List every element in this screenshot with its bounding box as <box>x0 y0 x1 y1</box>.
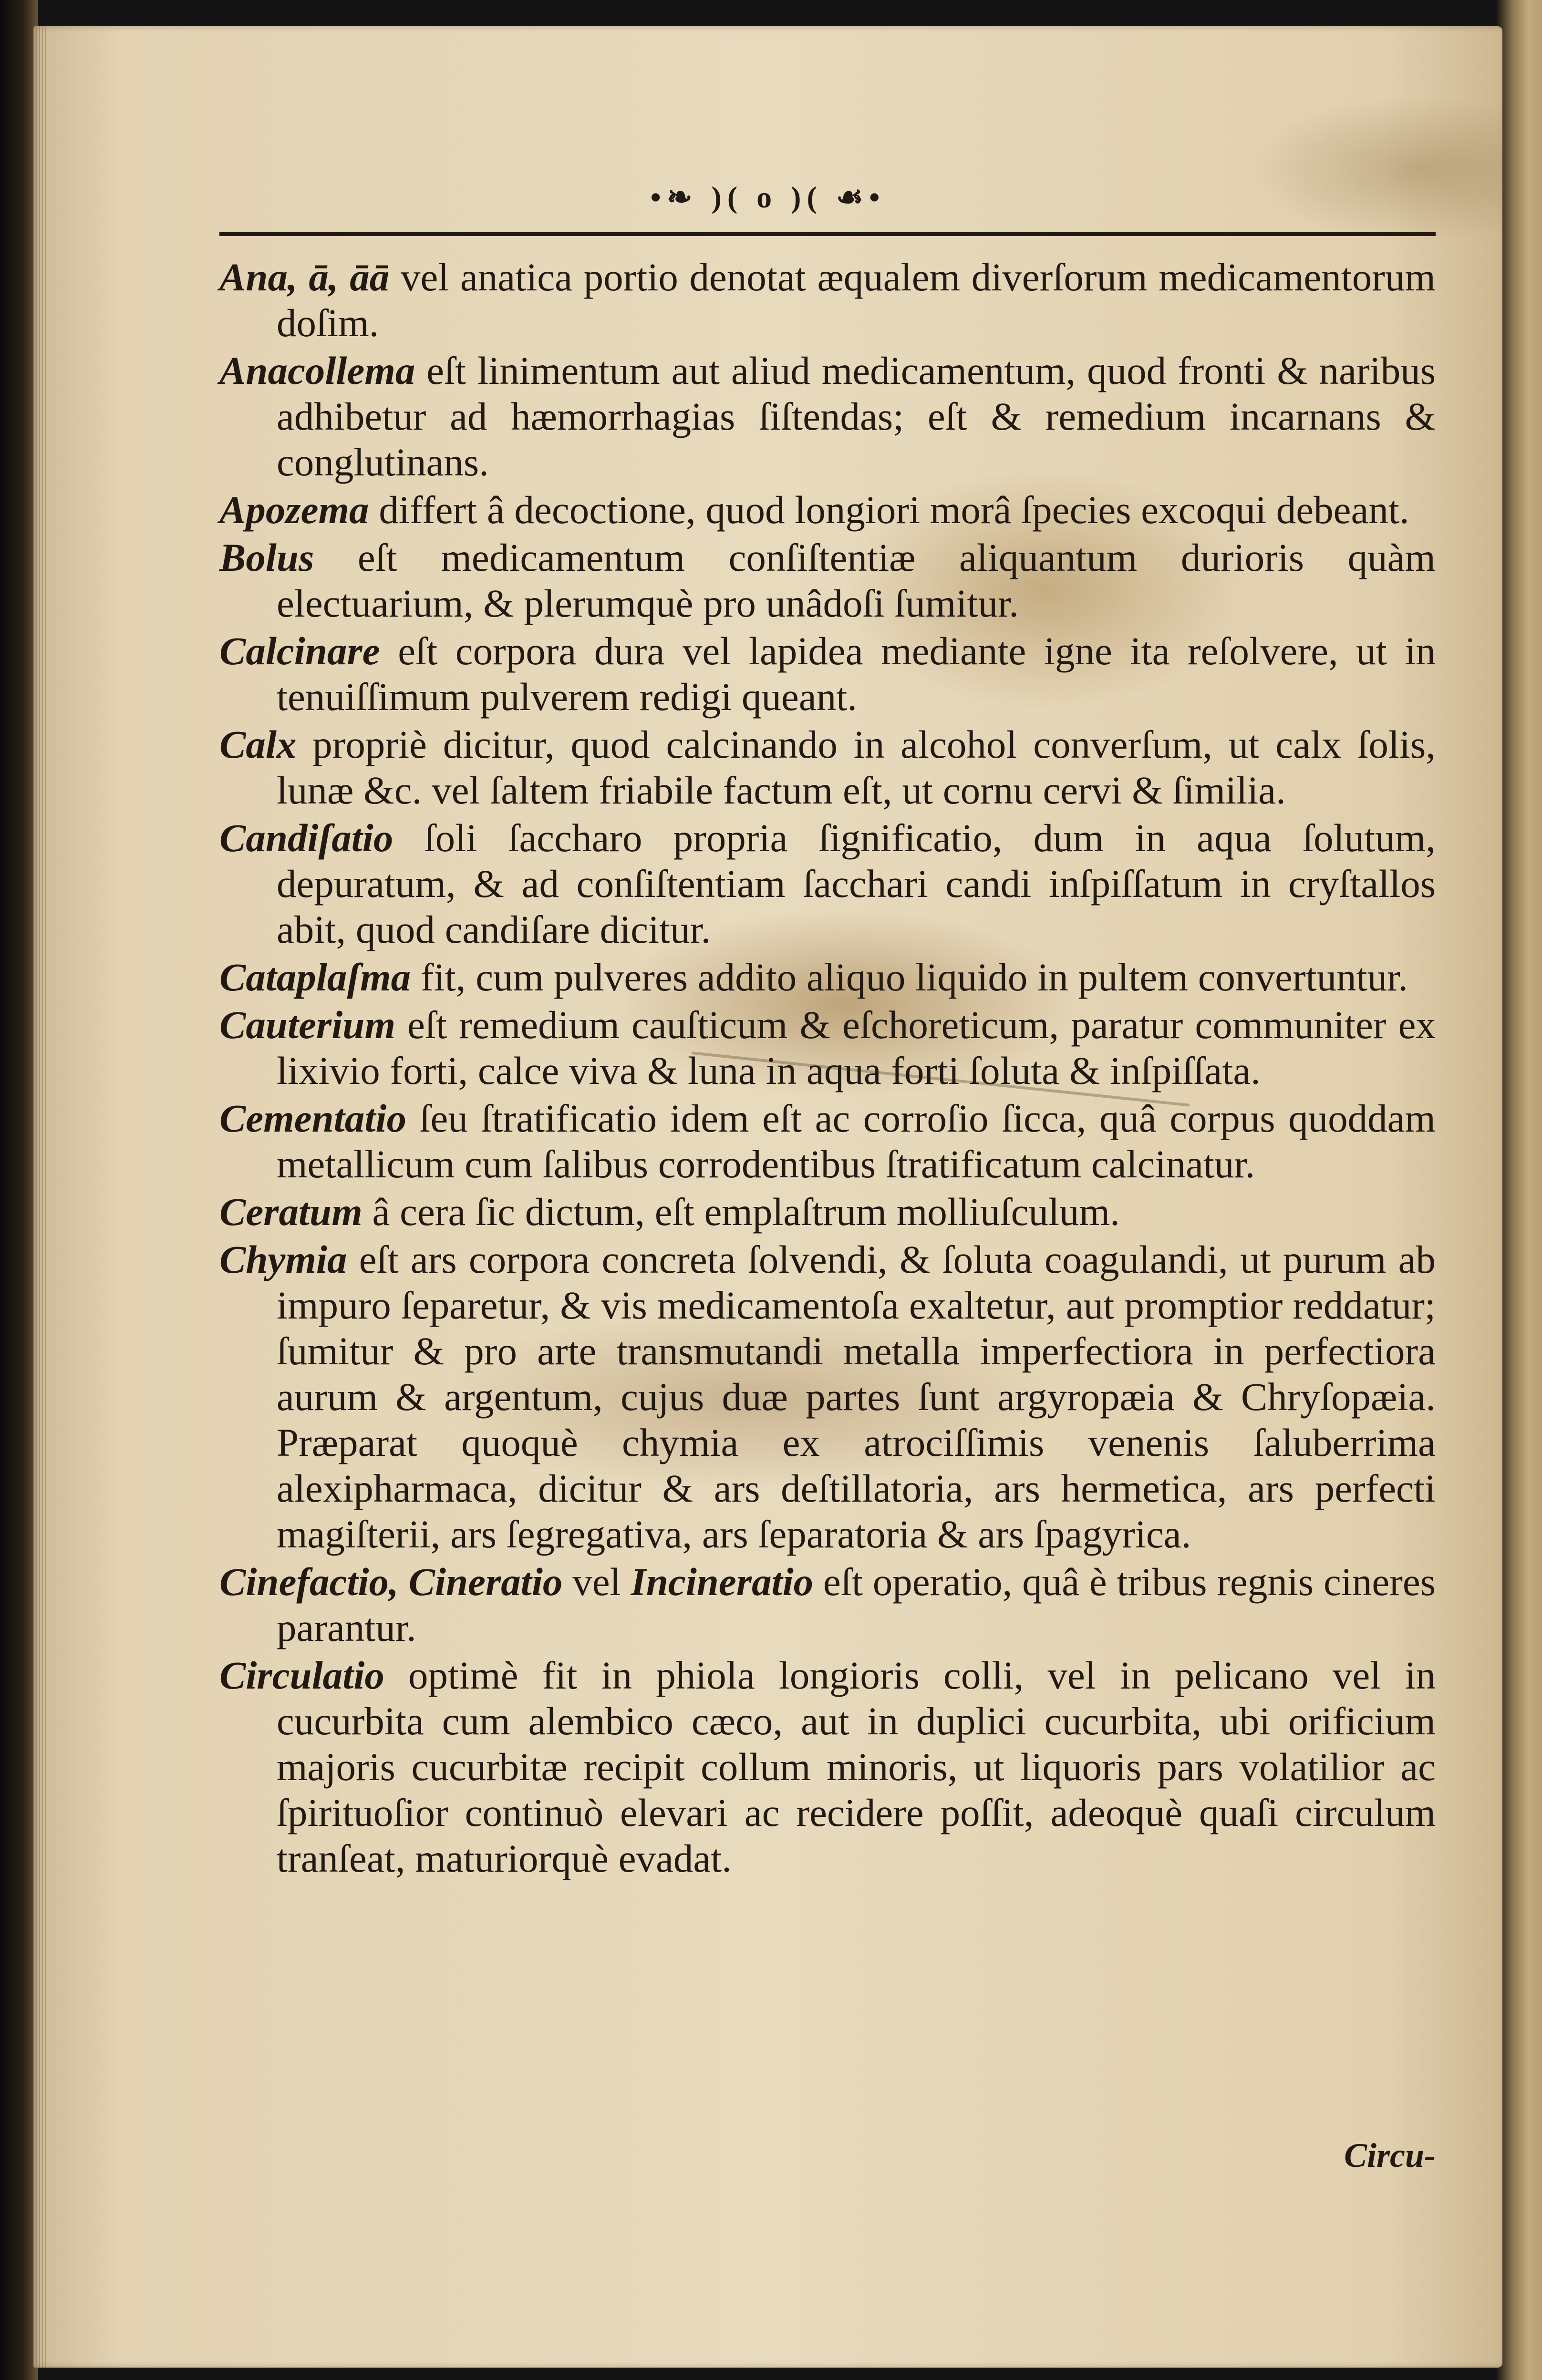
adjacent-page-edge <box>1497 0 1542 2380</box>
glossary-entry <box>219 348 1436 485</box>
entry-definition: ſeu ſtratificatio idem eſt ac corroſio ſicca, quâ corpus quoddam metallicum cum ſalibus corrodentibus ſtratificatum calcinatur. <box>277 1096 1436 1186</box>
entry-definition: eſt linimentum aut aliud medicamentum, quod fronti & naribus adhibetur ad hæmorrhagias ſiſtendas; eſt & remedium incarnans & conglutinans. <box>277 349 1436 484</box>
page-header-ornament: •❧ )( o )( ☙• <box>650 180 886 214</box>
glossary-entry <box>219 1652 1436 1881</box>
entry-term: Chymia <box>219 1237 347 1281</box>
entry-definition: eſt ars corpora concreta ſolvendi, & ſoluta coagulandi, ut purum ab impuro ſeparetur, & vis medicamentoſa exaltetur, aut promptior reddatur; ſumitur & pro arte transmutandi metalla imperfectiora in perfectiora aurum & argentum, cujus duæ partes ſunt argyropæia & Chryſopæia. Præparat quoquè chymia ex atrociſſimis venenis ſaluberrima alexipharmaca, dicitur & ars deſtillatoria, ars hermetica, ars perfecti magiſterii, ars ſegregativa, ars ſeparatoria & ars ſpagyrica. <box>277 1237 1436 1556</box>
glossary-entry <box>219 954 1436 1000</box>
entry-term-alt: Incineratio <box>631 1560 814 1604</box>
book-page <box>33 26 1502 2368</box>
entry-definition: vel anatica portio denotat æqualem diverſorum medicamentorum doſim. <box>277 255 1436 345</box>
entry-term: Cauterium <box>219 1003 396 1047</box>
entry-term: Cementatio <box>219 1096 406 1140</box>
glossary-entry <box>219 1236 1436 1557</box>
entry-term: Circulatio <box>219 1653 384 1697</box>
entry-definition: propriè dicitur, quod calcinando in alcohol converſum, ut calx ſolis, lunæ &c. vel ſaltem friabile factum eſt, ut cornu cervi & ſimilia. <box>277 722 1436 812</box>
entry-term: Candiſatio <box>219 816 393 860</box>
book-spine <box>0 0 38 2380</box>
entry-definition: vel <box>562 1560 631 1604</box>
entry-definition: â cera ſic dictum, eſt emplaſtrum molliuſculum. <box>362 1190 1120 1234</box>
glossary-entry <box>219 535 1436 626</box>
entry-term: Bolus <box>219 536 314 579</box>
entry-term: Cinefactio, Cineratio <box>219 1560 563 1604</box>
entry-definition: eſt corpora dura vel lapidea mediante igne ita reſolvere, ut in tenuiſſimum pulverem redigi queant. <box>277 629 1436 719</box>
entry-definition: ſoli ſaccharo propria ſignificatio, dum in aqua ſolutum, depuratum, & ad conſiſtentiam ſacchari candi inſpiſſatum in cryſtallos abit, quod candiſare dicitur. <box>277 816 1436 951</box>
entry-term: Apozema <box>219 488 369 532</box>
catchword: Circu- <box>1344 2136 1436 2174</box>
entry-definition: eſt remedium cauſticum & eſchoreticum, paratur communiter ex lixivio forti, calce viva & luna in aqua forti ſoluta & inſpiſſata. <box>277 1003 1436 1092</box>
glossary-entry <box>219 721 1436 813</box>
glossary-entry <box>219 487 1436 533</box>
entry-term: Calx <box>219 722 297 766</box>
glossary-entry <box>219 1002 1436 1093</box>
entry-term: Cataplaſma <box>219 955 411 999</box>
entry-term: Ceratum <box>219 1190 362 1234</box>
header-rule <box>219 232 1436 236</box>
glossary-entry <box>219 815 1436 952</box>
entry-definition: eſt medicamentum conſiſtentiæ aliquantum durioris quàm electuarium, & plerumquè pro unâdoſi ſumitur. <box>277 536 1436 625</box>
glossary-entry <box>219 1189 1436 1235</box>
entry-definition: optimè fit in phiola longioris colli, vel in pelicano vel in cucurbita cum alembico cæco, aut in duplici cucurbita, ubi orificium majoris cucurbitæ recipit collum minoris, ut liquoris pars volatilior ac ſpirituoſior continuò elevari ac recidere poſſit, adeoquè quaſi circulum tranſeat, maturiorquè evadat. <box>277 1653 1436 1880</box>
entry-definition: eſt operatio, quâ è tribus regnis cineres parantur. <box>277 1560 1436 1649</box>
entry-definition: differt â decoctione, quod longiori morâ ſpecies excoqui debeant. <box>369 488 1409 532</box>
glossary-entry <box>219 628 1436 720</box>
entry-term: Calcinare <box>219 629 380 673</box>
glossary-entries <box>219 254 1436 1883</box>
page-edge-stack <box>33 26 47 2368</box>
glossary-entry <box>219 254 1436 346</box>
entry-term: Ana, ā, āā <box>219 255 390 299</box>
entry-term: Anacollema <box>219 349 415 392</box>
entry-definition: fit, cum pulveres addito aliquo liquido in pultem convertuntur. <box>411 955 1408 999</box>
glossary-entry <box>219 1559 1436 1650</box>
glossary-entry <box>219 1095 1436 1187</box>
